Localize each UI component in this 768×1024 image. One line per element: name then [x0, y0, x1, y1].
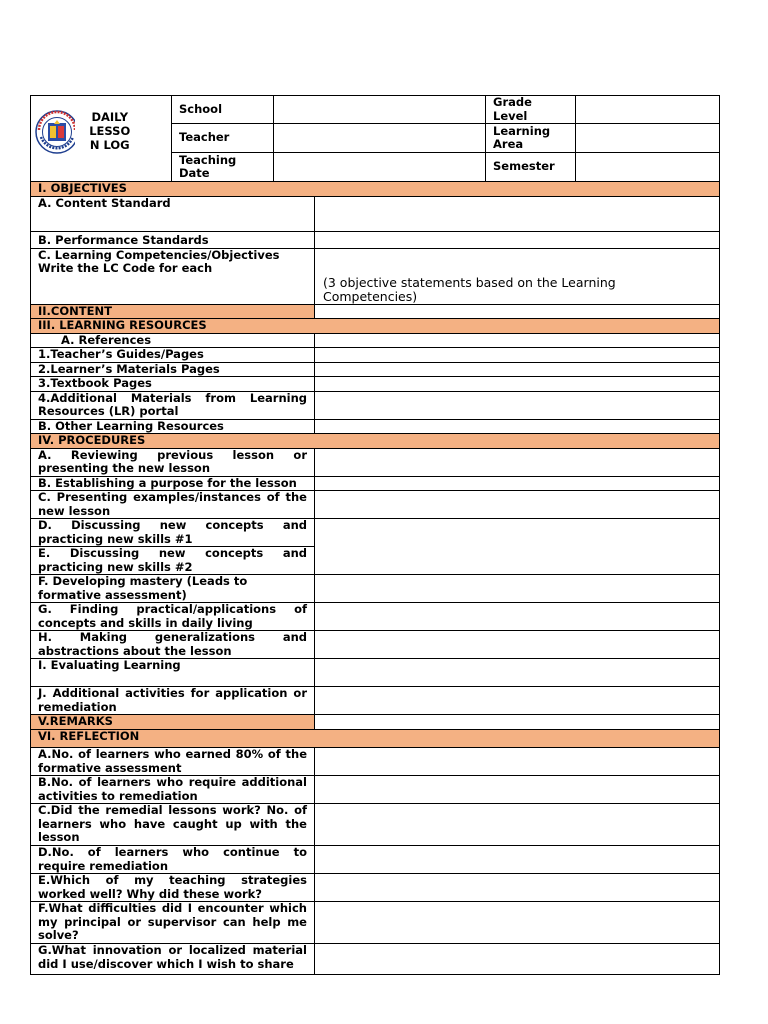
learning-competencies-label: C. Learning Competencies/Objectives Write the LC Code for each	[31, 248, 315, 304]
proc-d-label: D. Discussing new concepts and practicing new skills #1	[31, 519, 315, 547]
additional-materials-field[interactable]	[315, 391, 720, 419]
proc-f-field[interactable]	[315, 575, 720, 603]
proc-g-field[interactable]	[315, 603, 720, 631]
proc-a-label: A. Reviewing previous lesson or presenting the new lesson	[31, 448, 315, 476]
references-label: A. References	[31, 333, 315, 348]
content-standard-label: A. Content Standard	[31, 196, 315, 231]
refl-f-label: F.What difficulties did I encounter which my principal or supervisor can help me solve?	[31, 902, 315, 944]
form-title: DAILY LESSO N LOG	[75, 96, 172, 182]
refl-f-field[interactable]	[315, 902, 720, 944]
refl-c-field[interactable]	[315, 804, 720, 846]
semester-field[interactable]	[576, 153, 720, 182]
proc-j-field[interactable]	[315, 687, 720, 715]
refl-b-field[interactable]	[315, 776, 720, 804]
section-learning-resources: III. LEARNING RESOURCES	[31, 319, 720, 334]
refl-b-label: B.No. of learners who require additional activities to remediation	[31, 776, 315, 804]
proc-i-field[interactable]	[315, 659, 720, 687]
proc-f-label: F. Developing mastery (Leads to formative assessment)	[31, 575, 315, 603]
learners-materials-label: 2.Learner’s Materials Pages	[31, 362, 315, 377]
proc-h-field[interactable]	[315, 631, 720, 659]
refl-e-field[interactable]	[315, 874, 720, 902]
teaching-date-field[interactable]	[274, 153, 486, 182]
refl-g-field[interactable]	[315, 944, 720, 975]
section-remarks: V.REMARKS	[31, 715, 315, 730]
proc-c-field[interactable]	[315, 491, 720, 519]
refl-d-field[interactable]	[315, 846, 720, 874]
proc-b-label: B. Establishing a purpose for the lesson	[31, 476, 315, 491]
section-objectives: I. OBJECTIVES	[31, 182, 720, 197]
remarks-field[interactable]	[315, 715, 720, 730]
proc-h-label: H. Making generalizations and abstractions about the lesson	[31, 631, 315, 659]
daily-lesson-log-form	[30, 95, 719, 975]
semester-label: Semester	[486, 153, 576, 182]
proc-i-label: I. Evaluating Learning	[31, 659, 315, 687]
lesson-log-table	[30, 181, 720, 975]
performance-standards-field[interactable]	[315, 231, 720, 248]
refl-a-field[interactable]	[315, 748, 720, 776]
header-table	[30, 95, 720, 182]
school-label: School	[172, 96, 274, 124]
references-field[interactable]	[315, 333, 720, 348]
refl-a-label: A.No. of learners who earned 80% of the formative assessment	[31, 748, 315, 776]
refl-d-label: D.No. of learners who continue to require remediation	[31, 846, 315, 874]
proc-de-field[interactable]	[315, 519, 720, 575]
school-field[interactable]	[274, 96, 486, 124]
section-content: II.CONTENT	[31, 304, 315, 319]
grade-level-field[interactable]	[576, 96, 720, 124]
learning-area-label: Learning Area	[486, 124, 576, 153]
grade-level-label: Grade Level	[486, 96, 576, 124]
proc-e-label: E. Discussing new concepts and practicing new skills #2	[31, 547, 315, 575]
teacher-field[interactable]	[274, 124, 486, 153]
performance-standards-label: B. Performance Standards	[31, 231, 315, 248]
proc-c-label: C. Presenting examples/instances of the new lesson	[31, 491, 315, 519]
content-standard-field[interactable]	[315, 196, 720, 231]
learners-materials-field[interactable]	[315, 362, 720, 377]
proc-j-label: J. Additional activities for application or remediation	[31, 687, 315, 715]
teachers-guides-field[interactable]	[315, 348, 720, 363]
teachers-guides-label: 1.Teacher’s Guides/Pages	[31, 348, 315, 363]
teacher-label: Teacher	[172, 124, 274, 153]
section-procedures: IV. PROCEDURES	[31, 434, 720, 449]
refl-g-label: G.What innovation or localized material did I use/discover which I wish to share	[31, 944, 315, 975]
proc-a-field[interactable]	[315, 448, 720, 476]
other-resources-field[interactable]	[315, 419, 720, 434]
refl-c-label: C.Did the remedial lessons work? No. of learners who have caught up with the lesson	[31, 804, 315, 846]
refl-e-label: E.Which of my teaching strategies worked well? Why did these work?	[31, 874, 315, 902]
teaching-date-label: Teaching Date	[172, 153, 274, 182]
deped-seal-icon	[35, 110, 75, 154]
deped-seal-cell	[31, 96, 75, 182]
textbook-pages-field[interactable]	[315, 377, 720, 392]
proc-g-label: G. Finding practical/applications of concepts and skills in daily living	[31, 603, 315, 631]
other-resources-label: B. Other Learning Resources	[31, 419, 315, 434]
additional-materials-label: 4.Additional Materials from Learning Resources (LR) portal	[31, 391, 315, 419]
learning-area-field[interactable]	[576, 124, 720, 153]
proc-b-field[interactable]	[315, 476, 720, 491]
textbook-pages-label: 3.Textbook Pages	[31, 377, 315, 392]
learning-competencies-field[interactable]: (3 objective statements based on the Learning Competencies)	[315, 248, 720, 304]
content-field[interactable]	[315, 304, 720, 319]
section-reflection: VI. REFLECTION	[31, 730, 720, 748]
